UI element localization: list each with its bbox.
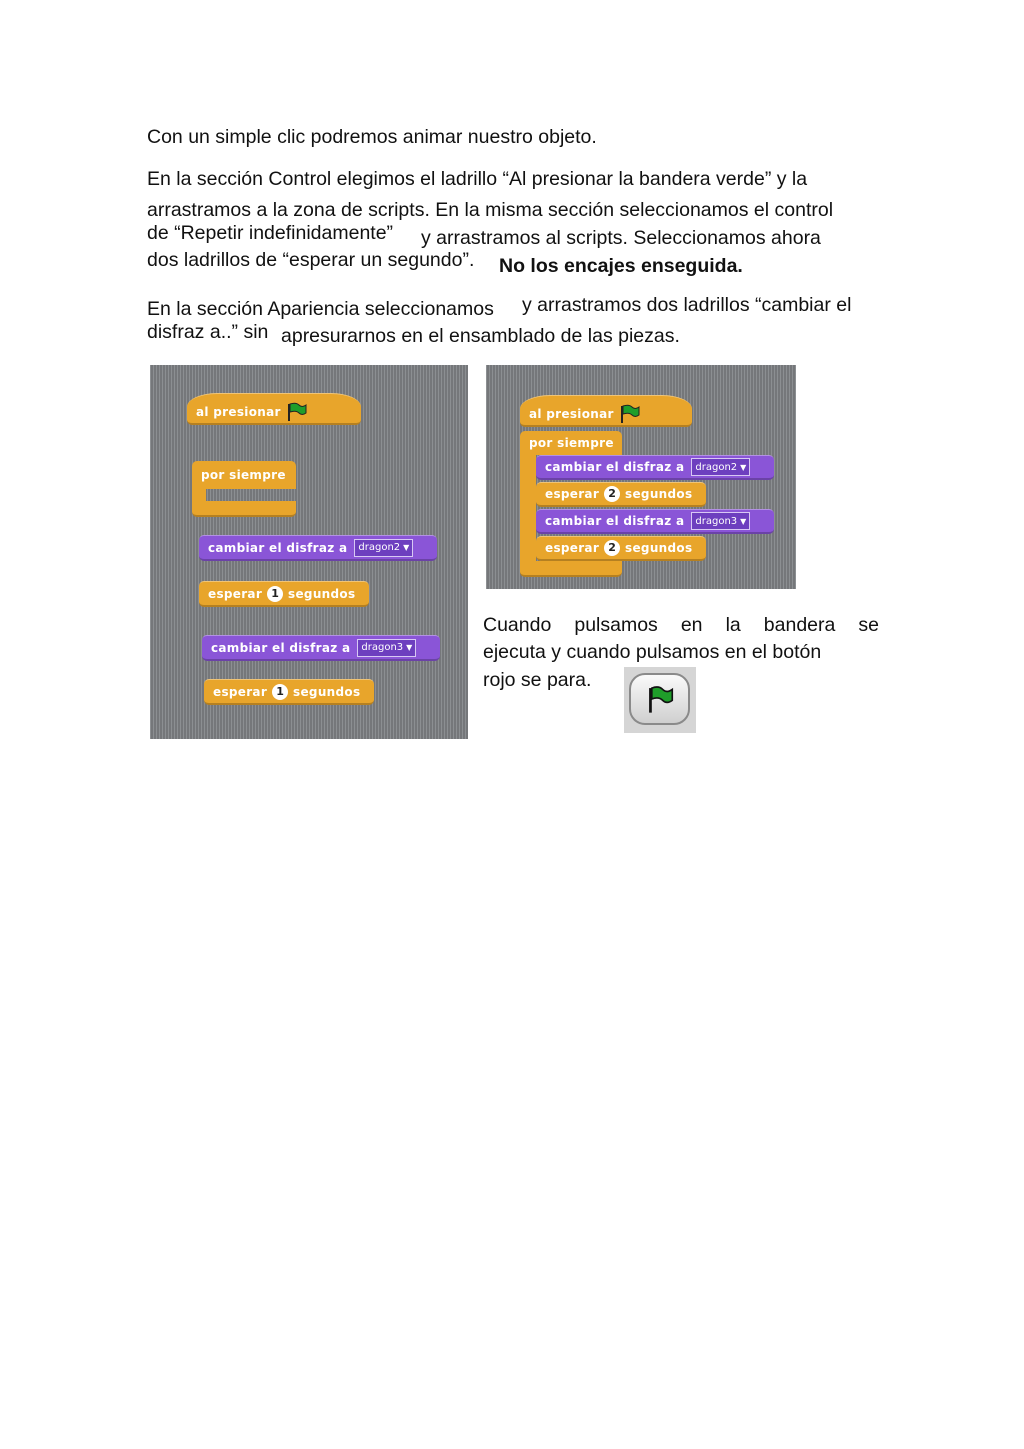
paragraph-looks-line2b: apresurarnos en el ensamblado de las piezas. [281, 325, 680, 347]
wait-block-1[interactable] [199, 581, 369, 607]
wait-label-2: esperar [213, 684, 268, 699]
paragraph-intro: Con un simple clic podremos animar nuestro objeto. [147, 126, 597, 148]
green-flag-icon [286, 402, 308, 422]
costume-label-2: cambiar el disfraz a [545, 514, 685, 528]
paragraph-run-line3: rojo se para. [483, 669, 592, 691]
green-flag-button-face[interactable] [629, 673, 690, 725]
hat-label: al presionar [196, 404, 281, 419]
green-flag-button[interactable] [624, 667, 696, 733]
paragraph-control-line2: arrastramos a la zona de scripts. En la misma sección seleccionamos el control [147, 199, 834, 221]
costume-value-2: dragon3 [361, 642, 404, 653]
forever-label: por siempre [201, 468, 286, 482]
switch-costume-block-2[interactable] [202, 635, 440, 661]
costume-dropdown-2[interactable] [357, 639, 416, 657]
costume-dropdown-1[interactable] [354, 539, 413, 557]
switch-costume-block-2[interactable] [536, 509, 774, 534]
wait-block-1[interactable] [536, 482, 706, 507]
dropdown-arrow-icon: ▼ [403, 543, 410, 552]
paragraph-looks-line1b: y arrastramos dos ladrillos “cambiar el [522, 294, 852, 316]
when-flag-clicked-block[interactable] [187, 393, 361, 425]
wait-unit-2: segundos [293, 684, 361, 699]
switch-costume-block-1[interactable] [199, 535, 437, 561]
paragraph-control-line3b: y arrastramos al scripts. Seleccionamos ahora [421, 227, 821, 249]
switch-costume-block-1[interactable] [536, 455, 774, 480]
dropdown-arrow-icon: ▼ [406, 643, 413, 652]
dropdown-arrow-icon: ▼ [740, 516, 747, 526]
wait-block-2[interactable] [204, 679, 374, 705]
dropdown-arrow-icon: ▼ [740, 462, 747, 472]
green-flag-icon [645, 684, 675, 714]
wait-unit-1: segundos [625, 487, 693, 501]
costume-label-1: cambiar el disfraz a [545, 460, 685, 474]
paragraph-looks-line2a: disfraz a..” sin [147, 321, 269, 343]
hat-label: al presionar [529, 406, 614, 421]
wait-label-1: esperar [545, 487, 600, 501]
wait-seconds-input-1[interactable]: 2 [604, 486, 620, 502]
wait-seconds-input-1[interactable]: 1 [267, 586, 283, 602]
wait-unit-2: segundos [625, 541, 693, 555]
forever-label: por siempre [529, 436, 614, 450]
paragraph-run-line2: ejecuta y cuando pulsamos en el botón [483, 641, 822, 663]
costume-value-1: dragon2 [358, 542, 401, 553]
paragraph-control-line4: dos ladrillos de “esperar un segundo”. [147, 249, 475, 271]
paragraph-control-bold: No los encajes enseguida. [499, 255, 743, 277]
costume-value-1: dragon2 [695, 461, 738, 473]
costume-value-2: dragon3 [695, 515, 738, 527]
wait-seconds-input-2[interactable]: 1 [272, 684, 288, 700]
wait-unit-1: segundos [288, 586, 356, 601]
wait-label-2: esperar [545, 541, 600, 555]
paragraph-run-line1: Cuando pulsamos en la bandera se [483, 614, 879, 636]
when-flag-clicked-block[interactable] [520, 395, 692, 427]
wait-label-1: esperar [208, 586, 263, 601]
costume-label-1: cambiar el disfraz a [208, 540, 348, 555]
wait-seconds-input-2[interactable]: 2 [604, 540, 620, 556]
costume-label-2: cambiar el disfraz a [211, 640, 351, 655]
wait-block-2[interactable] [536, 536, 706, 561]
green-flag-icon [619, 404, 641, 424]
paragraph-looks-line1a: En la sección Apariencia seleccionamos [147, 298, 494, 320]
costume-dropdown-2[interactable] [691, 512, 750, 530]
paragraph-control-line3a: de “Repetir indefinidamente” [147, 222, 394, 244]
paragraph-control-line1: En la sección Control elegimos el ladrillo “Al presionar la bandera verde” y la [147, 168, 808, 190]
script-area-assembled [486, 365, 796, 589]
script-area-unassembled [150, 365, 468, 739]
costume-dropdown-1[interactable] [691, 458, 750, 476]
